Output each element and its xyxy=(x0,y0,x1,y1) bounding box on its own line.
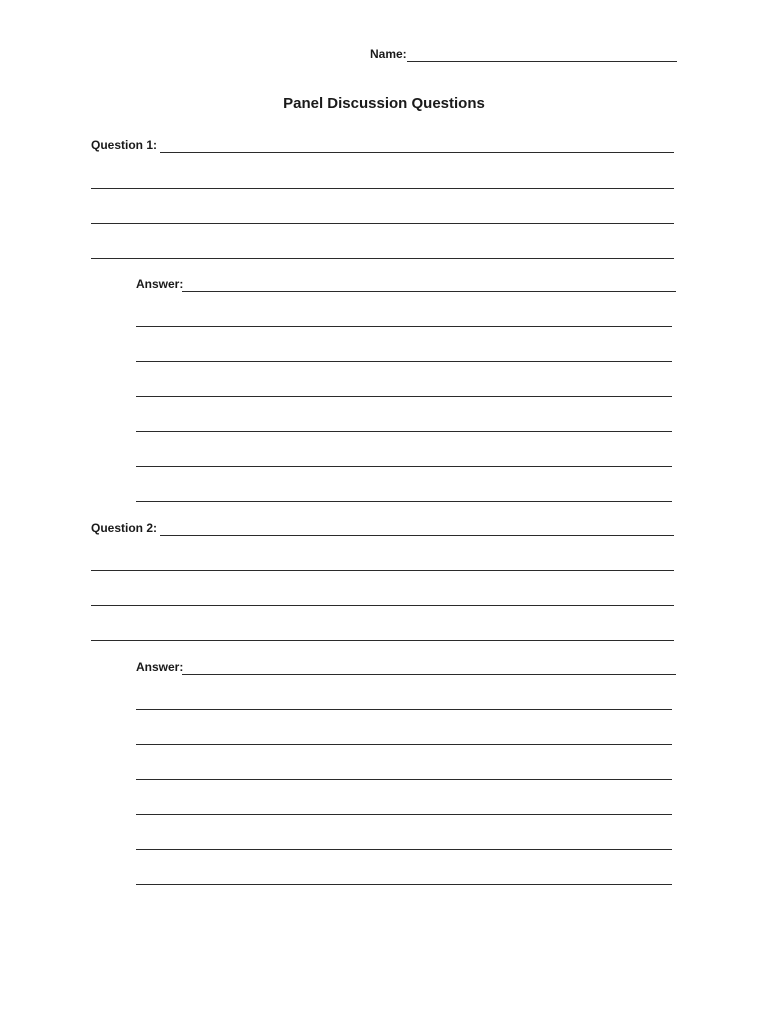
question-1-line[interactable] xyxy=(91,223,674,224)
question-2-line[interactable] xyxy=(91,605,674,606)
question-1-label: Question 1: xyxy=(91,138,158,152)
answer-1-line[interactable] xyxy=(136,431,672,432)
answer-2-line[interactable] xyxy=(136,779,672,780)
answer-1-line[interactable] xyxy=(136,466,672,467)
answer-2-line[interactable] xyxy=(182,674,676,675)
page-title: Panel Discussion Questions xyxy=(283,95,485,112)
answer-2-line[interactable] xyxy=(136,744,672,745)
answer-2-line[interactable] xyxy=(136,884,672,885)
answer-2-label: Answer: xyxy=(136,660,184,674)
answer-1-line[interactable] xyxy=(182,291,676,292)
answer-2-line[interactable] xyxy=(136,814,672,815)
question-1-line[interactable] xyxy=(160,152,674,153)
answer-2-line[interactable] xyxy=(136,709,672,710)
answer-1-line[interactable] xyxy=(136,326,672,327)
answer-1-label: Answer: xyxy=(136,277,184,291)
question-2-line[interactable] xyxy=(91,570,674,571)
question-2-line[interactable] xyxy=(160,535,674,536)
question-1-line[interactable] xyxy=(91,188,674,189)
name-label: Name: xyxy=(370,47,407,61)
answer-1-line[interactable] xyxy=(136,501,672,502)
question-1-line[interactable] xyxy=(91,258,674,259)
answer-2-line[interactable] xyxy=(136,849,672,850)
name-line[interactable] xyxy=(407,61,677,62)
question-2-line[interactable] xyxy=(91,640,674,641)
answer-1-line[interactable] xyxy=(136,361,672,362)
question-2-label: Question 2: xyxy=(91,521,158,535)
answer-1-line[interactable] xyxy=(136,396,672,397)
